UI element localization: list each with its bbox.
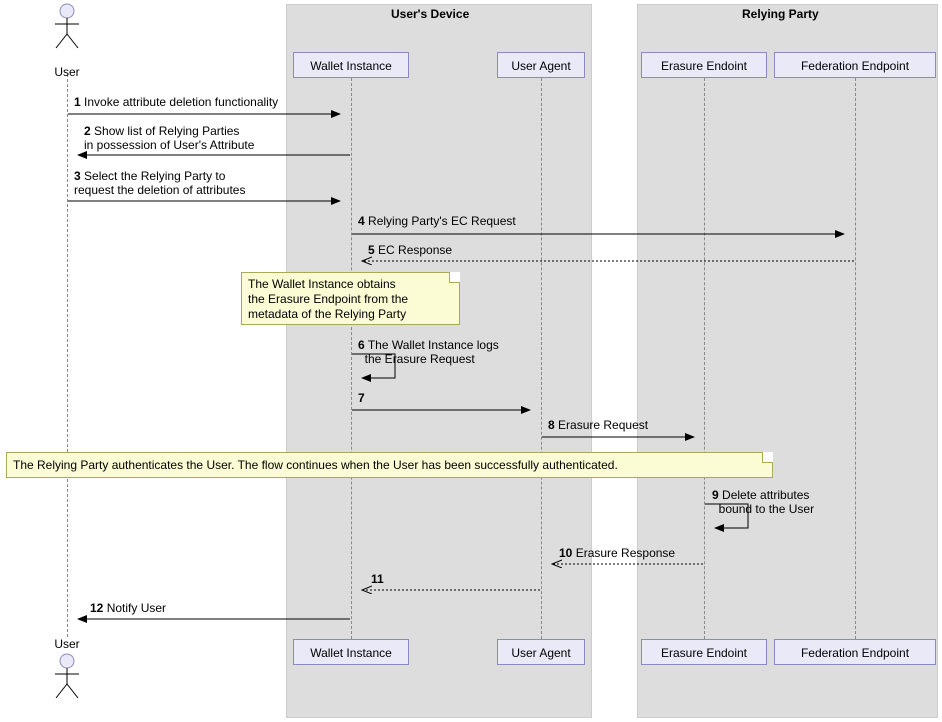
message-text-8: Erasure Request — [558, 418, 649, 432]
message-label-11 — [371, 572, 384, 586]
participant-federation-endpoint-bottom[interactable]: Federation Endpoint — [774, 639, 936, 665]
participant-wallet-instance-top[interactable]: Wallet Instance — [293, 52, 409, 78]
message-number-12: 12 — [90, 601, 104, 615]
message-text-9: Delete attributes bound to the User — [712, 488, 815, 516]
message-number-2: 2 — [84, 124, 91, 138]
message-label-10 — [559, 546, 675, 560]
participant-user-agent-bottom[interactable]: User Agent — [497, 639, 585, 665]
message-label-7 — [358, 391, 365, 405]
message-number-10: 10 — [559, 546, 573, 560]
message-text-10: Erasure Response — [575, 546, 676, 560]
message-label-5 — [368, 243, 452, 257]
message-text-3: Select the Relying Party to request the deletion of attributes — [74, 169, 246, 197]
message-label-2 — [84, 124, 254, 152]
message-label-12 — [90, 601, 166, 615]
message-text-12: Notify User — [106, 601, 167, 615]
message-number-6: 6 — [358, 338, 365, 352]
message-label-4 — [358, 214, 516, 228]
participant-user-agent-top[interactable]: User Agent — [497, 52, 585, 78]
note-erasure-endpoint-text: The Wallet Instance obtains the Erasure Endpoint from the metadata of the Relying Party — [248, 277, 409, 321]
group-title-users-device: User's Device — [391, 7, 470, 21]
message-number-7: 7 — [358, 391, 365, 405]
participant-erasure-endoint-top[interactable]: Erasure Endoint — [641, 52, 767, 78]
message-label-9 — [712, 488, 814, 516]
message-number-3: 3 — [74, 169, 81, 183]
message-text-5: EC Response — [378, 243, 453, 257]
message-label-3 — [74, 169, 245, 197]
participant-federation-endpoint-top[interactable]: Federation Endpoint — [774, 52, 936, 78]
message-number-8: 8 — [548, 418, 555, 432]
message-label-6 — [358, 338, 499, 366]
message-number-5: 5 — [368, 243, 375, 257]
participant-wallet-instance-bottom[interactable]: Wallet Instance — [293, 639, 409, 665]
group-title-relying-party: Relying Party — [742, 7, 819, 21]
message-text-2: Show list of Relying Parties in possession of User's Attribute — [84, 124, 255, 152]
note-authentication — [6, 452, 773, 478]
message-text-1: Invoke attribute deletion functionality — [84, 95, 279, 109]
message-number-11: 11 — [371, 572, 384, 586]
message-label-8 — [548, 418, 648, 432]
actor-label-user-bottom: User — [54, 637, 80, 651]
message-number-1: 1 — [74, 95, 81, 109]
message-label-1 — [74, 95, 278, 109]
message-number-9: 9 — [712, 488, 719, 502]
message-text-4: Relying Party's EC Request — [368, 214, 516, 228]
note-erasure-endpoint — [241, 272, 460, 325]
note-authentication-text: The Relying Party authenticates the User. The flow continues when the User has been successfully authenticated. — [13, 458, 618, 472]
participant-erasure-endoint-bottom[interactable]: Erasure Endoint — [641, 639, 767, 665]
message-text-6: The Wallet Instance logs the Erasure Request — [358, 338, 499, 366]
actor-label-user-top: User — [54, 65, 80, 79]
message-number-4: 4 — [358, 214, 365, 228]
